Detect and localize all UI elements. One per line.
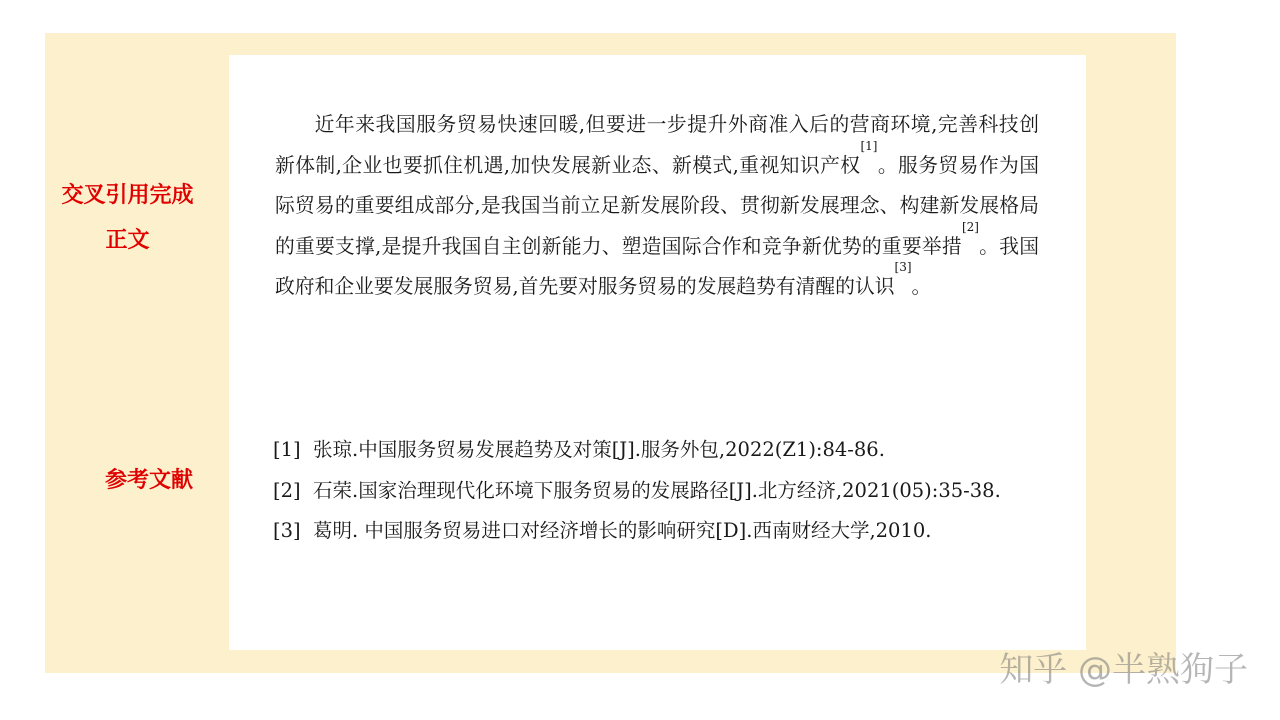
reference-item bbox=[273, 471, 1043, 512]
reference-text: 葛明. 中国服务贸易进口对经济增长的影响研究[D].西南财经大学,2010. bbox=[313, 519, 932, 542]
citation-3[interactable]: [3] bbox=[894, 260, 912, 274]
reference-number: [2] bbox=[273, 478, 301, 502]
citation-2[interactable]: [2] bbox=[961, 219, 979, 234]
label-cross-reference-done: 交叉引用完成 bbox=[61, 183, 194, 208]
body-paragraph bbox=[275, 105, 1039, 308]
body-segment: 。服务贸易作为国际贸易的重要组成部分,是我国当前立足新发展阶段、贯彻新发展理念、构建新发展格局的重要支撑,是提升我国自主创新能力、塑造国际合作和竞争新优势的重要举措 bbox=[275, 153, 1039, 258]
reference-number: [3] bbox=[273, 519, 301, 542]
reference-item bbox=[273, 511, 1043, 552]
document-page bbox=[229, 55, 1086, 650]
body-segment: 。我国政府和企业要发展服务贸易,首先要对服务贸易的发展趋势有清醒的认识 bbox=[275, 234, 1039, 298]
label-body-text: 正文 bbox=[105, 228, 150, 253]
label-references: 参考文献 bbox=[104, 468, 193, 493]
reference-number: [1] bbox=[273, 438, 301, 461]
watermark: 知乎 @半熟狗子 bbox=[999, 650, 1248, 690]
reference-text: 石荣.国家治理现代化环境下服务贸易的发展路径[J].北方经济,2021(05):35-38. bbox=[313, 478, 1001, 502]
reference-text: 张琼.中国服务贸易发展趋势及对策[J].服务外包,2022(Z1):84-86. bbox=[313, 438, 885, 461]
body-segment: 近年来我国服务贸易快速回暖,但要进一步提升外商准入后的营商环境,完善科技创新体制,企业也要抓住机遇,加快发展新业态、新模式,重视知识产权 bbox=[275, 113, 1039, 177]
body-segment: 。 bbox=[911, 275, 932, 298]
citation-1[interactable]: [1] bbox=[860, 138, 878, 153]
reference-list bbox=[273, 430, 1043, 552]
reference-item bbox=[273, 430, 1043, 471]
